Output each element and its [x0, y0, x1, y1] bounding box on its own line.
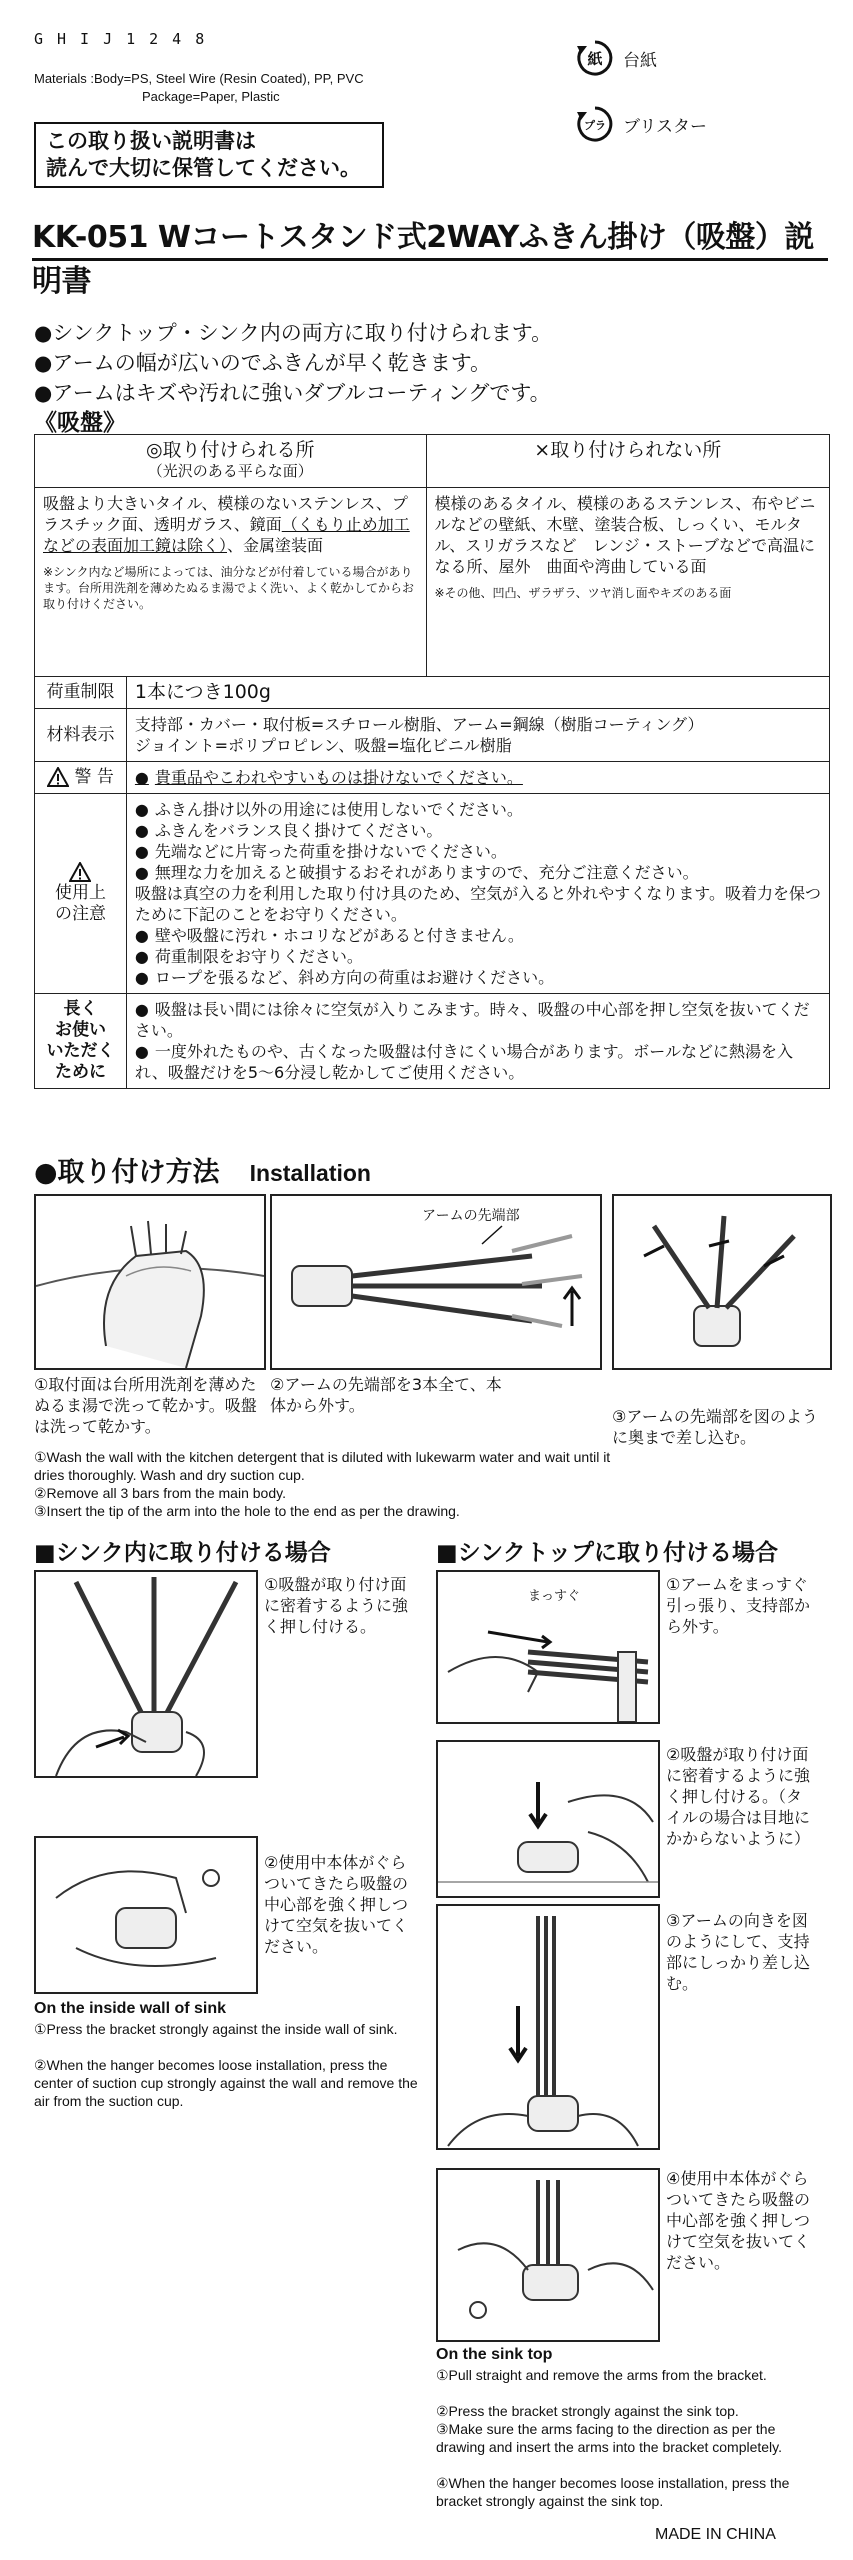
made-in-label: MADE IN CHINA	[655, 2526, 776, 2543]
paper-recycle-mark	[575, 38, 657, 78]
insert-arms-illustration	[614, 1196, 830, 1368]
top-step-3: ③アームの向きを図のようにして、支持部にしっかり差し込む。	[666, 1911, 811, 1993]
feature-item: ●シンクトップ・シンク内の両方に取り付けられます。	[34, 321, 553, 345]
materials-line-1: Materials :Body=PS, Steel Wire (Resin Coated), PP, PVC	[34, 71, 364, 86]
caution-item: ● 荷重制限をお守りください。	[135, 946, 821, 967]
caution-item: ● 壁や吸盤に汚れ・ホコリなどがあると付きません。	[135, 925, 821, 946]
materials-text	[34, 70, 364, 106]
paper-mark-text: 紙	[587, 50, 603, 68]
ng-note: ※その他、凹凸、ザラザラ、ツヤ消し面やキズのある面	[434, 586, 732, 600]
feature-list	[34, 318, 552, 408]
notice-line-1: この取り扱い説明書は	[46, 129, 256, 153]
inside-en-step-2: ②When the hanger becomes loose installation, press the center of suction cup strongly against the wall and remove the air from the suction cup.	[34, 2057, 418, 2109]
product-code: GHIJ1248	[34, 30, 219, 48]
top-step-1: ①アームをまっすぐ引っ張り、支持部から外す。	[666, 1575, 811, 1636]
pull-arms-illustration	[438, 1572, 658, 1722]
top-en-step-3: ③Make sure the arms facing to the direction as per the drawing and insert the arms into the bracket completely.	[436, 2421, 783, 2455]
keep-manual-notice	[34, 122, 384, 188]
top-step-4: ④使用中本体がぐらついてきたら吸盤の中心部を強く押しつけて空気を抜いてください。	[666, 2169, 811, 2272]
plastic-label: ブリスター	[623, 116, 707, 137]
suction-heading: 《吸盤》	[34, 410, 126, 436]
inside-sink-heading: ■シンク内に取り付ける場合	[34, 1540, 331, 1566]
long-use-item: ● 吸盤は長い間には徐々に空気が入りこみます。時々、吸盤の中心部を押し空気を抜いてください。	[135, 999, 821, 1041]
remove-arms-illustration	[272, 1196, 600, 1368]
insert-arms-top-illustration	[438, 1906, 658, 2148]
plastic-mark-text: プラ	[584, 119, 606, 132]
long-use-text	[126, 994, 829, 1089]
inside-en-step-1: ①Press the bracket strongly against the inside wall of sink.	[34, 2021, 398, 2037]
material-value: 支持部・カバー・取付板=スチロール樹脂、アーム=鋼線（樹脂コーティング） ジョイント=ポリプロピレン、吸盤=塩化ビニル樹脂	[126, 709, 829, 762]
materials-line-2: Package=Paper, Plastic	[142, 89, 280, 104]
long-use-label: 長く お使い いただく ために	[35, 994, 127, 1089]
wipe-surface-illustration	[36, 1196, 264, 1368]
top-figure-3	[436, 1904, 660, 2150]
press-center-inside-illustration	[36, 1838, 256, 1992]
notice-line-2: 読んで大切に保管してください。	[46, 156, 361, 180]
install-en-step-2: ②Remove all 3 bars from the main body.	[34, 1485, 286, 1501]
title-divider	[32, 258, 828, 261]
install-figure-1	[34, 1194, 266, 1370]
install-heading: ●取り付け方法 Installation	[34, 1157, 371, 1188]
inside-figure-1	[34, 1570, 258, 1778]
caution-item: ● ふきんをバランス良く掛けてください。	[135, 820, 821, 841]
sink-top-heading: ■シンクトップに取り付ける場合	[436, 1540, 779, 1566]
straight-label: まっすぐ	[528, 1589, 581, 1604]
load-limit-label: 荷重制限	[35, 677, 127, 709]
ng-surfaces-cell: 模様のあるタイル、模様のあるステンレス、布やビニルなどの壁紙、木壁、塗装合板、しっくい、モルタル、スリガラスなど レンジ・ストーブなどで高温になる所、屋外 曲面や湾曲している面 ※その他、凹凸、ザラザラ、ツヤ消し面やキズのある面	[426, 488, 830, 677]
caution-item: ● ロープを張るなど、斜め方向の荷重はお避けください。	[135, 967, 821, 988]
install-step-3: ③アームの先端部を図のように奥まで差し込む。	[612, 1407, 818, 1447]
paper-label: 台紙	[623, 50, 657, 71]
spec-table	[34, 434, 830, 1089]
long-use-item: ● 一度外れたものや、古くなった吸盤は付きにくい場合があります。ボールなどに熱湯を入れ、吸盤だけを5〜6分浸し乾かしてご使用ください。	[135, 1041, 821, 1083]
page-title: KK-051 Wコートスタンド式2WAYふきん掛け（吸盤）説明書	[32, 220, 814, 299]
top-en-step-4: ④When the hanger becomes loose installation, press the bracket strongly against the sink top.	[436, 2475, 790, 2509]
warning-label: 警 告	[35, 762, 127, 794]
caution-paragraph: 吸盤は真空の力を利用した取り付け具のため、空気が入ると外れやすくなります。吸着力を保つために下記のことをお守りください。	[134, 884, 822, 924]
feature-item: ●アームはキズや汚れに強いダブルコーティングです。	[34, 381, 551, 405]
press-center-top-illustration	[438, 2170, 658, 2340]
install-step-2: ②アームの先端部を3本全て、本体から外す。	[270, 1375, 502, 1415]
ok-note: ※シンク内など場所によっては、油分などが付着している場合があります。台所用洗剤を薄めたぬるま湯でよく洗い、よく乾かしてからお取り付けください。	[43, 565, 415, 611]
inside-step-2: ②使用中本体がぐらついてきたら吸盤の中心部を強く押しつけて空気を抜いてください。	[264, 1853, 409, 1956]
caution-icon	[69, 862, 91, 882]
arm-tip-label: アームの先端部	[422, 1208, 520, 1224]
press-bracket-top-illustration	[438, 1742, 658, 1896]
inside-step-1: ①吸盤が取り付け面に密着するように強く押し付ける。	[264, 1575, 409, 1636]
install-figure-3	[612, 1194, 832, 1370]
ng-column-header: ×取り付けられない所	[426, 435, 830, 488]
top-figure-4	[436, 2168, 660, 2342]
warning-text: ● 貴重品やこわれやすいものは掛けないでください。	[126, 762, 829, 794]
feature-item: ●アームの幅が広いのでふきんが早く乾きます。	[34, 351, 492, 375]
caution-label: 使用上 の注意	[35, 794, 127, 994]
top-en-heading: On the sink top	[436, 2346, 553, 2363]
install-figure-2	[270, 1194, 602, 1370]
inside-en-heading: On the inside wall of sink	[34, 2000, 227, 2017]
top-en-step-2: ②Press the bracket strongly against the sink top.	[436, 2403, 739, 2419]
ok-surfaces-cell: 吸盤より大きいタイル、模様のないステンレス、プラスチック面、透明ガラス、鏡面（くもり止め加工などの表面加工鏡は除く）、金属塗装面 ※シンク内など場所によっては、油分などが付着している場合があります。台所用洗剤を薄めたぬるま湯でよく洗い、よく乾かしてからお取り付けください。	[35, 488, 427, 677]
plastic-recycle-mark	[575, 104, 707, 144]
inside-figure-2	[34, 1836, 258, 1994]
material-label: 材料表示	[35, 709, 127, 762]
caution-item: ● ふきん掛け以外の用途には使用しないでください。	[135, 799, 821, 820]
top-step-2: ②吸盤が取り付け面に密着するように強く押し付ける。（タイルの場合は目地にかからないように）	[666, 1745, 811, 1848]
load-limit-value: 1本につき100g	[126, 677, 829, 709]
top-figure-2	[436, 1740, 660, 1898]
install-en-step-1: ①Wash the wall with the kitchen detergent that is diluted with lukewarm water and wait until it dries thoroughly. Wash and dry suction cup.	[34, 1449, 611, 1483]
press-bracket-inside-illustration	[36, 1572, 256, 1776]
install-en-step-3: ③Insert the tip of the arm into the hole to the end as per the drawing.	[34, 1503, 460, 1519]
install-step-1: ①取付面は台所用洗剤を薄めたぬるま湯で洗って乾かす。吸盤は洗って乾かす。	[34, 1375, 257, 1436]
caution-item: ● 先端などに片寄った荷重を掛けないでください。	[135, 841, 821, 862]
ok-column-header: ◎取り付けられる所 （光沢のある平らな面）	[35, 435, 427, 488]
plastic-recycle-icon	[575, 104, 615, 144]
caution-text	[126, 794, 829, 994]
paper-recycle-icon	[575, 38, 615, 78]
top-figure-1	[436, 1570, 660, 1724]
warning-icon	[47, 767, 69, 787]
top-en-step-1: ①Pull straight and remove the arms from the bracket.	[436, 2367, 767, 2383]
caution-item: ● 無理な力を加えると破損するおそれがありますので、充分ご注意ください。	[135, 862, 821, 883]
